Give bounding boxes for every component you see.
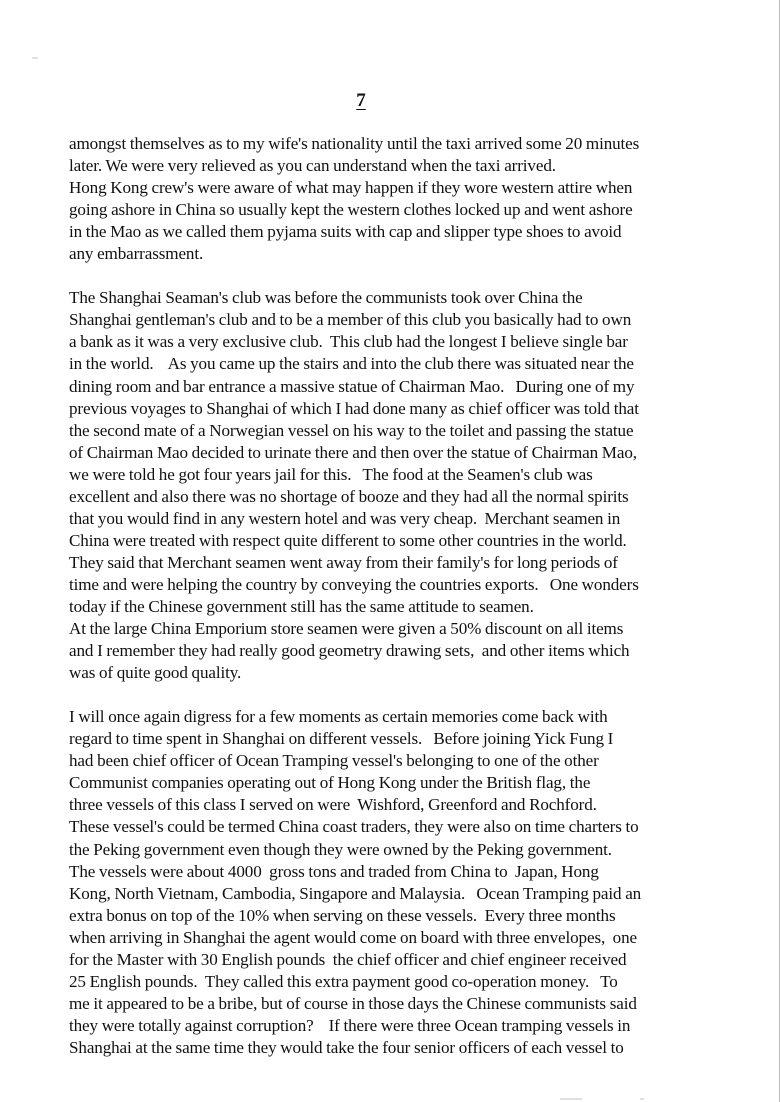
paragraph-spacer — [69, 265, 779, 287]
document-body — [69, 133, 779, 1059]
text-line: any embarrassment. — [69, 244, 204, 264]
text-line: was of quite good quality. — [69, 663, 242, 683]
text-line: that you would find in any western hotel and was very cheap. Merchant seamen in — [69, 508, 621, 528]
text-line: when arriving in Shanghai the agent would come on board with three envelopes, one — [69, 927, 637, 947]
text-line: we were told he got four years jail for this. The food at the Seamen's club was — [69, 464, 593, 484]
text-line: previous voyages to Shanghai of which I had done many as chief officer was told that — [69, 398, 639, 418]
text-line: and I remember they had really good geometry drawing sets, and other items which — [69, 641, 630, 661]
text-line: Shanghai gentleman's club and to be a member of this club you basically had to own — [69, 310, 632, 330]
text-line: a bank as it was a very exclusive club. This club had the longest I believe single bar — [69, 332, 628, 352]
text-line: in the Mao as we called them pyjama suits with cap and slipper type shoes to avoid — [69, 222, 622, 242]
paragraph-1 — [69, 133, 779, 265]
scan-artifact — [560, 1098, 582, 1100]
paragraph-2 — [69, 287, 779, 684]
text-line: Hong Kong crew's were aware of what may happen if they wore western attire when — [69, 178, 633, 198]
text-line: 25 English pounds. They called this extra payment good co-operation money. To — [69, 971, 618, 991]
scan-artifact — [32, 57, 38, 59]
text-line: Kong, North Vietnam, Cambodia, Singapore and Malaysia. Ocean Tramping paid an — [69, 883, 642, 903]
text-line: the Peking government even though they were owned by the Peking government. — [69, 839, 612, 859]
text-line: The Shanghai Seaman's club was before the communists took over China the — [69, 288, 583, 308]
text-line: At the large China Emporium store seamen were given a 50% discount on all items — [69, 619, 624, 639]
text-line: for the Master with 30 English pounds the chief officer and chief engineer received — [69, 949, 627, 969]
text-line: I will once again digress for a few moments as certain memories come back with — [69, 707, 608, 727]
text-line: extra bonus on top of the 10% when serving on these vessels. Every three months — [69, 905, 616, 925]
text-line: Communist companies operating out of Hong Kong under the British flag, the — [69, 773, 591, 793]
text-line: China were treated with respect quite different to some other countries in the world. — [69, 530, 627, 550]
text-line: regard to time spent in Shanghai on different vessels. Before joining Yick Fung I — [69, 729, 614, 749]
text-line: had been chief officer of Ocean Tramping vessel's belonging to one of the other — [69, 751, 599, 771]
text-line: excellent and also there was no shortage of booze and they had all the normal spirits — [69, 486, 629, 506]
text-line: dining room and bar entrance a massive statue of Chairman Mao. During one of my — [69, 376, 635, 396]
paragraph-spacer — [69, 684, 779, 706]
text-line: today if the Chinese government still has the same attitude to seamen. — [69, 596, 534, 616]
text-line: These vessel's could be termed China coast traders, they were also on time charters to — [69, 817, 639, 837]
text-line: They said that Merchant seamen went away from their family's for long periods of — [69, 552, 618, 572]
text-line: they were totally against corruption? If there were three Ocean tramping vessels in — [69, 1015, 631, 1035]
scan-artifact — [640, 1098, 644, 1100]
text-line: me it appeared to be a bribe, but of course in those days the Chinese communists said — [69, 993, 637, 1013]
text-line: Shanghai at the same time they would take the four senior officers of each vessel to — [69, 1037, 624, 1057]
text-line: three vessels of this class I served on were Wishford, Greenford and Rochford. — [69, 795, 597, 815]
text-line: amongst themselves as to my wife's nationality until the taxi arrived some 20 minutes — [69, 134, 640, 153]
page-edge-line — [779, 0, 780, 1102]
text-line: later. We were very relieved as you can understand when the taxi arrived. — [69, 156, 556, 176]
paragraph-3 — [69, 706, 779, 1059]
text-line: in the world. As you came up the stairs and into the club there was situated near the — [69, 354, 634, 374]
text-line: time and were helping the country by conveying the countries exports. One wonders — [69, 574, 639, 594]
text-line: the second mate of a Norwegian vessel on his way to the toilet and passing the statue — [69, 420, 634, 440]
text-line: of Chairman Mao decided to urinate there and then over the statue of Chairman Mao, — [69, 442, 637, 462]
text-line: The vessels were about 4000 gross tons and traded from China to Japan, Hong — [69, 861, 599, 881]
page-number: 7 — [356, 90, 366, 111]
text-line: going ashore in China so usually kept the western clothes locked up and went ashore — [69, 200, 633, 220]
